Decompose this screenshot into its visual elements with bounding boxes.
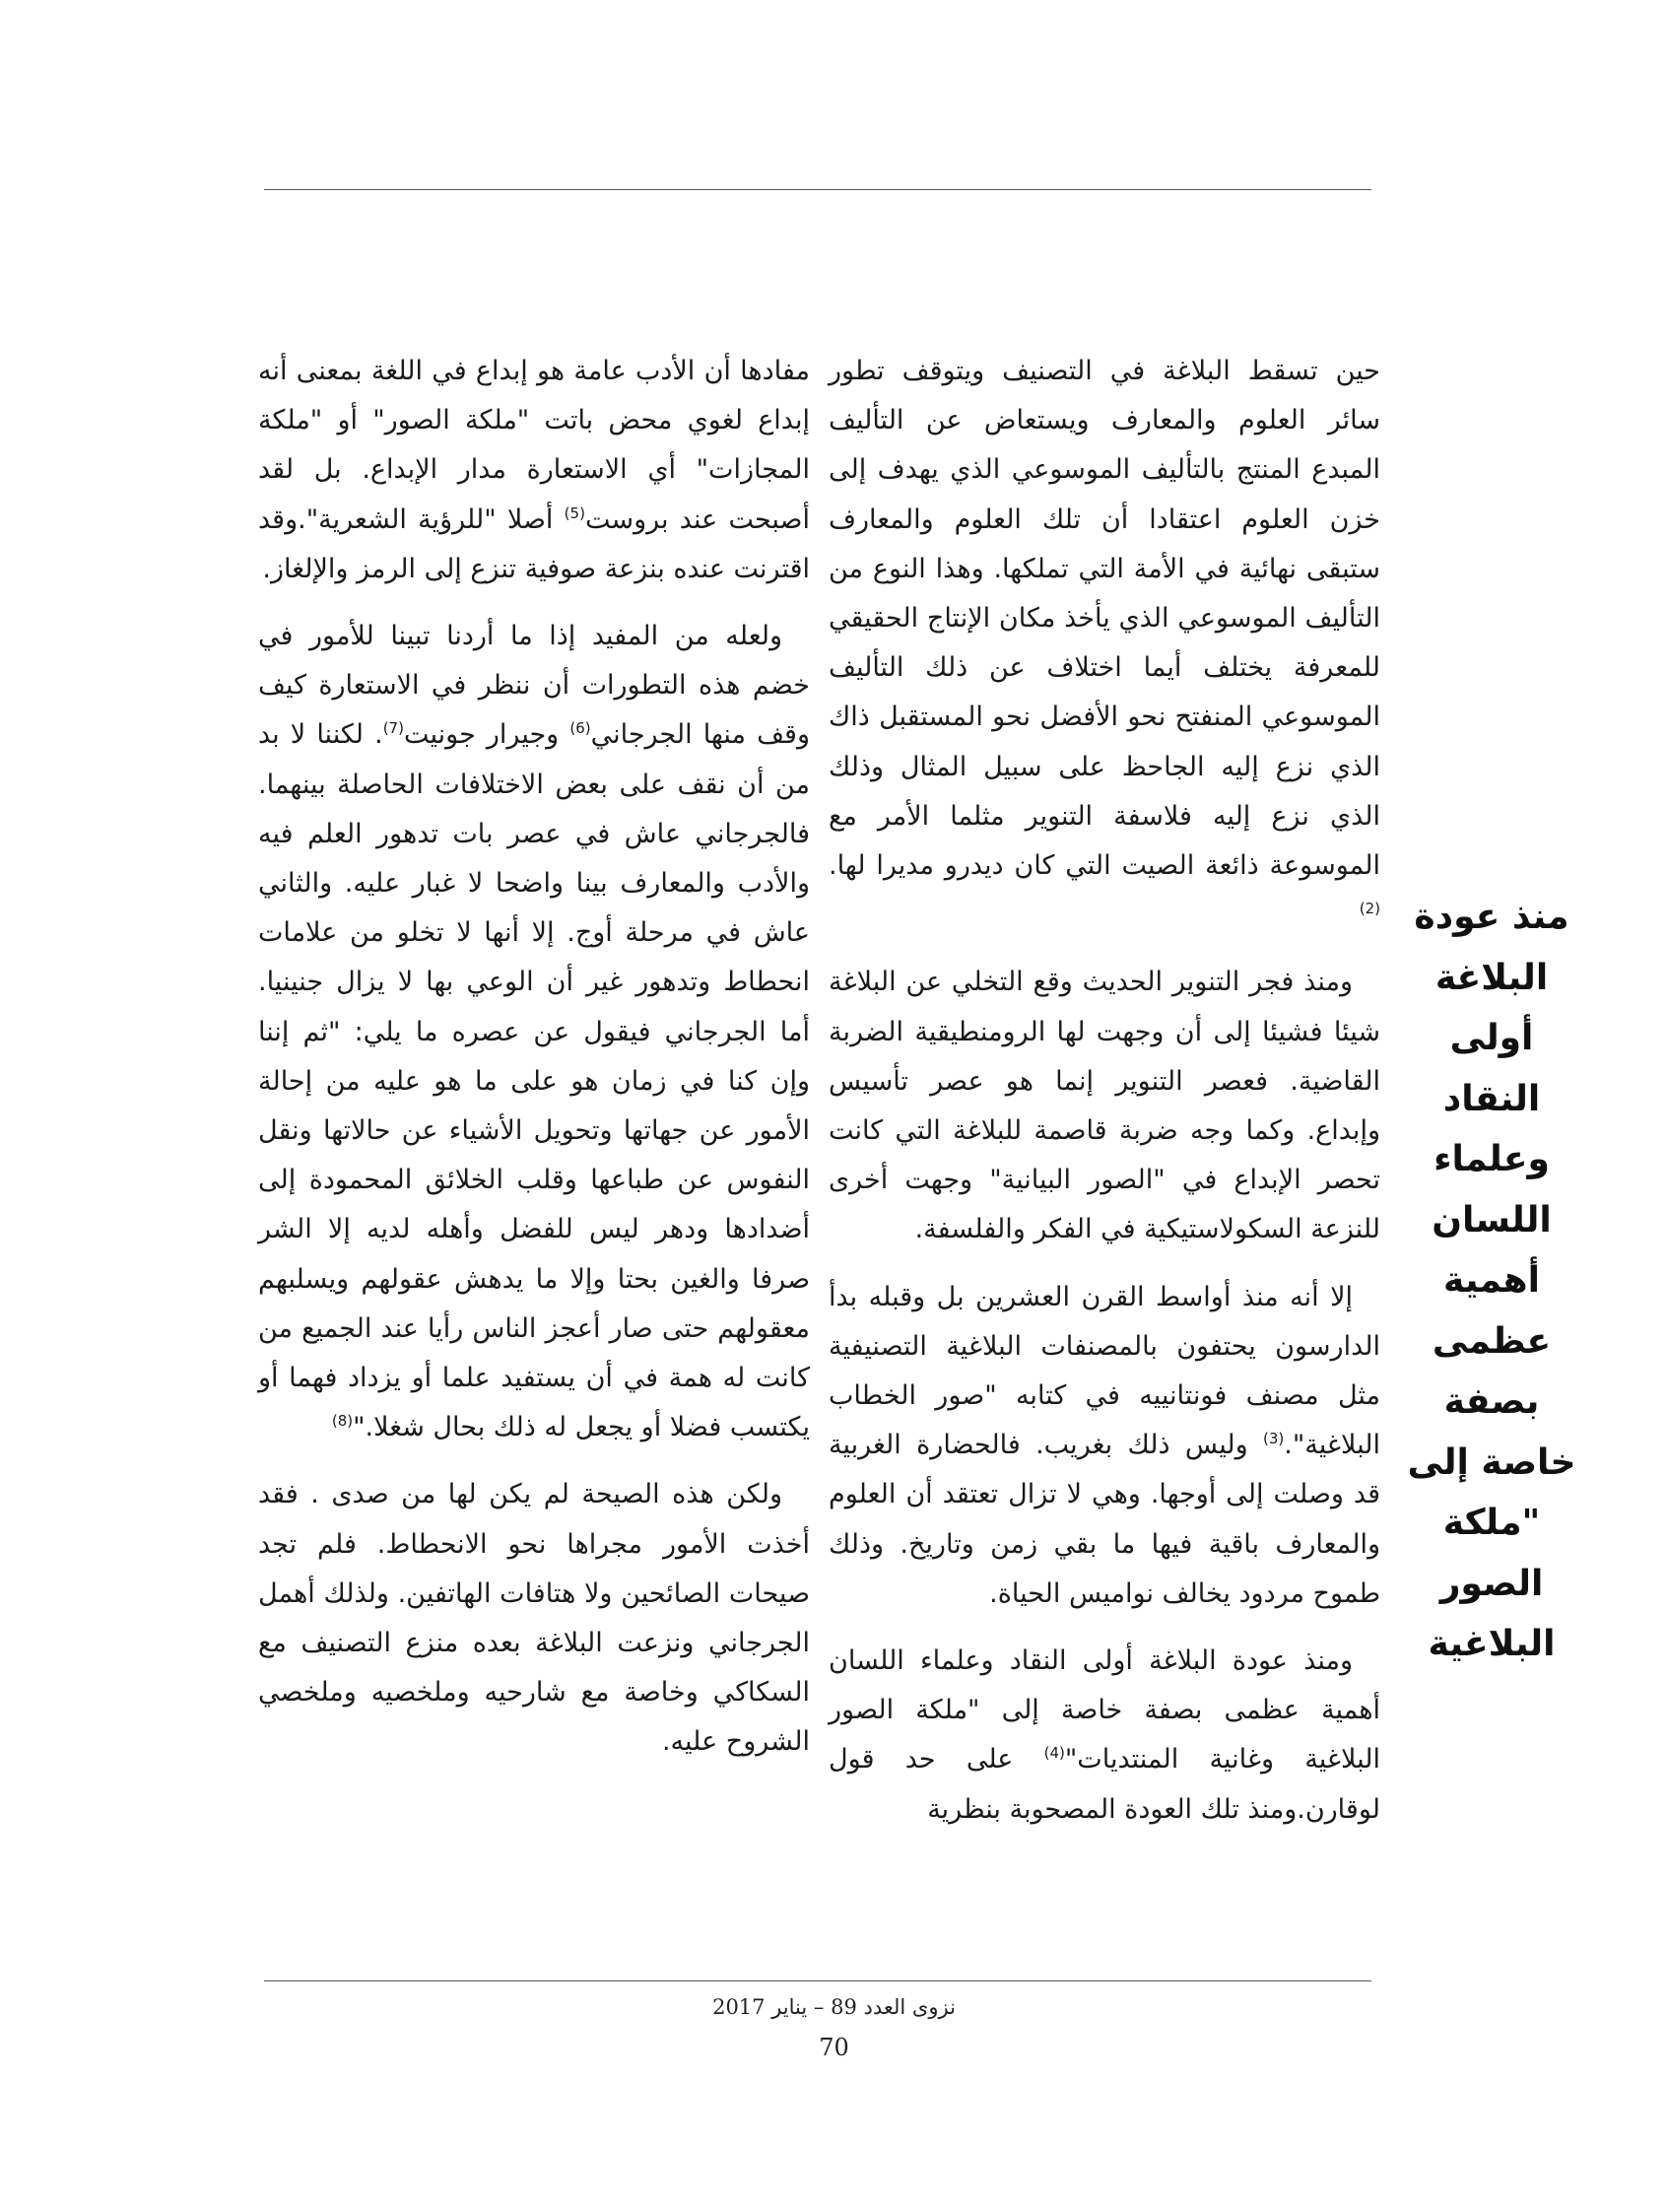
- pull-quote: منذ عودة البلاغة أولى النقاد وعلماء اللسان أهمية عظمى بصفة خاصة إلى "ملكة الصور البلاغية: [1407, 897, 1576, 1664]
- footnote-ref: (8): [331, 1412, 354, 1431]
- paragraph-text: وليس ذلك بغريب. فالحضارة الغربية قد وصلت إلى أوجها. وهي لا تزال تعتقد أن العلوم والمعارف باقية فيها ما بقي زمن وتاريخ. وذلك طموح مردود يخالف نواميس الحياة.: [829, 1430, 1380, 1609]
- footer-rule: [264, 1980, 1371, 1981]
- paragraph-text: وجيرار جونيت: [403, 719, 570, 751]
- header-rule: [264, 189, 1371, 190]
- paragraph: [829, 347, 1380, 940]
- paragraph-text: إلا أنه منذ أواسط القرن العشرين بل وقبله بدأ الدارسون يحتفون بالمصنفات البلاغية التصنيفية مثل مصنف فونتانييه في كتابه "صور الخطاب البلاغية".: [829, 1281, 1380, 1461]
- paragraph-text: حين تسقط البلاغة في التصنيف ويتوقف تطور سائر العلوم والمعارف ويستعاض عن التأليف المبدع المنتج بالتأليف الموسوعي الذي يهدف إلى خزن العلوم اعتقادا أن تلك العلوم والمعارف ستبقى نهائية في الأمة التي تملكها. وهذا النوع من التأليف الموسوعي الذي يأخذ مكان الإنتاج الحقيقي للمعرفة يختلف أيما اختلاف عن ذلك التأليف الموسوعي المنفتح نحو الأفضل نحو المستقبل ذاك الذي نزع إليه الجاحظ على سبيل المثال وذلك الذي نزع إليه فلاسفة التنوير مثلما الأمر مع الموسوعة ذائعة الصيت التي كان ديدرو مديرا لها.: [829, 356, 1380, 882]
- paragraph: [829, 1637, 1380, 1835]
- footnote-ref: (7): [382, 719, 404, 738]
- article-column-right: [829, 347, 1380, 1835]
- paragraph: [258, 347, 810, 594]
- footnote-ref: (2): [1359, 900, 1380, 918]
- paragraph-text: على حد قول لوقارن.ومنذ تلك العودة المصحوبة بنظرية: [829, 1744, 1380, 1825]
- page-number: 70: [819, 2034, 849, 2061]
- paragraph-text: . لكننا لا بد من أن نقف على بعض الاختلافات الحاصلة بينهما. فالجرجاني عاش في عصر بات تدهور العلم فيه والأدب والمعارف بينا واضحا لا غبار عليه. والثاني عاش في مرحلة أوج. إلا أنها لا تخلو من علامات انحطاط وتدهور غير أن الوعي بها لا يزال جنينيا. أما الجرجاني فيقول عن عصره ما يلي: "ثم إننا وإن كنا في زمان هو على ما هو عليه من إحالة الأمور عن جهاتها وتحويل الأشياء عن حالاتها ونقل النفوس عن طباعها وقلب الخلائق المحمودة إلى أضدادها ودهر ليس للفضل وأهله لديه إلا الشر صرفا والغين بحتا وإلا ما يدهش عقولهم ويسلبهم معقولهم حتى صار أعجز الناس رأيا عند الجميع من كانت له همة في أن يستفيد علما أو يزداد فهما أو يكتسب فضلا أو يجعل له ذلك بحال شغلا.": [258, 719, 810, 1443]
- paragraph: ولكن هذه الصيحة لم يكن لها من صدى . فقد أخذت الأمور مجراها نحو الانحطاط. فلم تجد صيحات الصائحين ولا هتافات الهاتفين. ولذلك أهمل الجرجاني ونزعت البلاغة بعده منزع التصنيف مع السكاكي وخاصة مع شارحيه وملخصيه وملخصي الشروح عليه.: [258, 1479, 810, 1758]
- article-column-left: [258, 347, 810, 1768]
- paragraph-text: ومنذ عودة البلاغة أولى النقاد وعلماء اللسان أهمية عظمى بصفة خاصة إلى "ملكة الصور البلاغية وغانية المنتديات": [829, 1645, 1380, 1776]
- paragraph: ومنذ فجر التنوير الحديث وقع التخلي عن البلاغة شيئا فشيئا إلى أن وجهت لها الرومنطيقية الضربة القاضية. فعصر التنوير إنما هو عصر تأسيس وإبداع. وكما وجه ضربة قاصمة للبلاغة التي كانت تحصر الإبداع في "الصور البيانية" وجهت أخرى للنزعة السكولاستيكية في الفكر والفلسفة.: [829, 967, 1380, 1245]
- footnote-ref: (3): [1263, 1430, 1285, 1448]
- issue-line: نزوى العدد 89 – يناير 2017: [712, 1995, 956, 2019]
- paragraph-text: ولعله من المفيد إذا ما أردنا تبينا للأمور في خضم هذه التطورات أن ننظر في الاستعارة كيف وقف منها الجرجاني: [258, 621, 810, 751]
- paragraph-text: مفادها أن الأدب عامة هو إبداع في اللغة بمعنى أنه إبداع لغوي محض باتت "ملكة الصور" أو "ملكة المجازات" أي الاستعارة مدار الإبداع. بل لقد أصبحت عند بروست: [258, 356, 810, 535]
- footnote-ref: (4): [1043, 1744, 1065, 1763]
- paragraph: [829, 1273, 1380, 1619]
- page-footer: [0, 1990, 1668, 2067]
- footnote-ref: (5): [564, 503, 585, 522]
- paragraph-text: أصلا "للرؤية الشعرية".وقد اقترنت عنده بنزعة صوفية تنزع إلى الرمز والإلغاز.: [258, 503, 810, 584]
- paragraph: [258, 612, 810, 1452]
- footnote-ref: (6): [569, 719, 591, 738]
